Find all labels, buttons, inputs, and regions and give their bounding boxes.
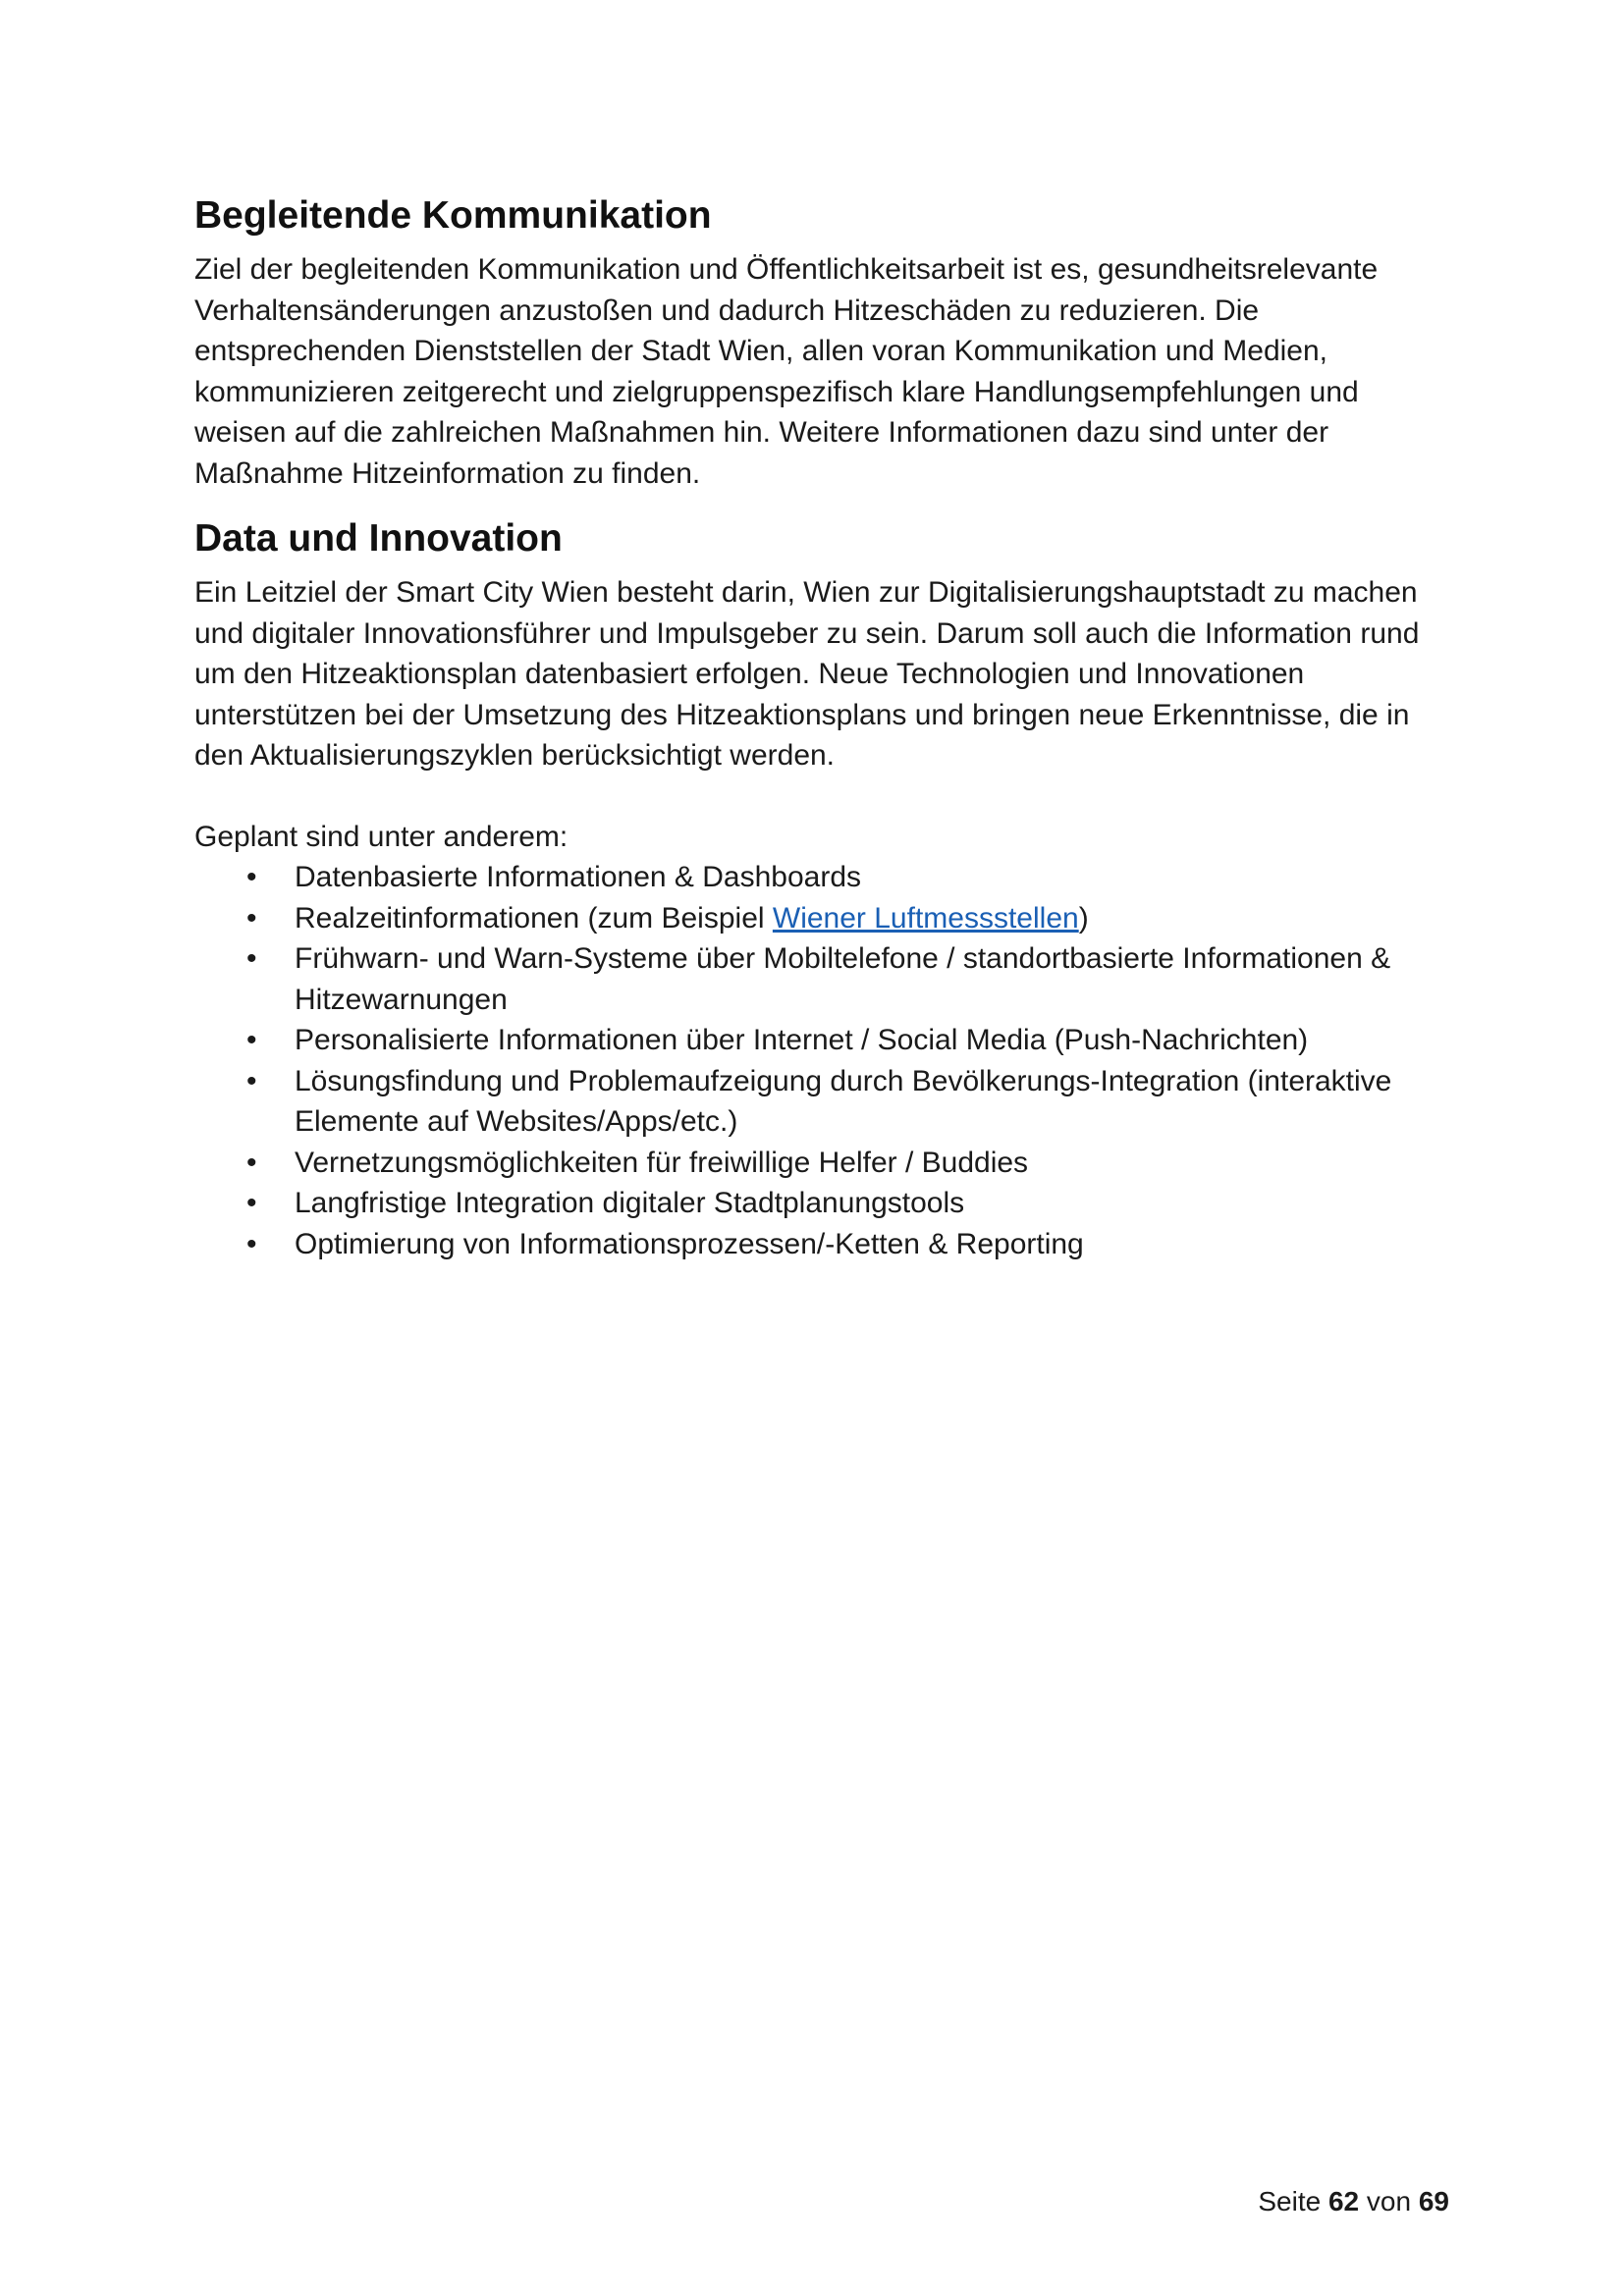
list-item bbox=[194, 938, 1451, 1020]
list-item bbox=[194, 1020, 1451, 1061]
bullet-marker: • bbox=[246, 1064, 257, 1097]
footer-seite-label: Seite bbox=[1258, 2186, 1322, 2216]
wiener-luftmessstellen-link[interactable]: Wiener Luftmessstellen bbox=[772, 901, 1079, 934]
bullet-marker: • bbox=[246, 1146, 257, 1179]
bullet-marker: • bbox=[246, 1227, 257, 1260]
footer-total-pages: 69 bbox=[1418, 2186, 1449, 2216]
list-item bbox=[194, 1143, 1451, 1184]
list-item bbox=[194, 1061, 1451, 1143]
page-number-footer bbox=[1258, 2184, 1449, 2219]
bullet-marker: • bbox=[246, 1024, 257, 1056]
section-body-begleitende-kommunikation: Ziel der begleitenden Kommunikation und Öffentlichkeitsarbeit ist es, gesundheitsrelevante Verhaltensänderungen anzustoßen und dadurch Hitzeschäden zu reduzieren. Die entsprechenden Dienststellen der Stadt Wien, allen voran Kommunikation und Medien, kommunizieren zeitgerecht und zielgruppenspezifisch klare Handlungsempfehlungen und weisen auf die zahlreichen Maßnahmen hin. Weitere Informationen dazu sind unter der Maßnahme Hitzeinformation zu finden. bbox=[194, 253, 1379, 490]
list-item bbox=[194, 1183, 1451, 1224]
bullet-list bbox=[194, 857, 1451, 1264]
section-heading-begleitende-kommunikation: Begleitende Kommunikation bbox=[194, 194, 712, 237]
bullet-marker: • bbox=[246, 901, 257, 934]
list-item-text: Personalisierte Informationen über Internet / Social Media (Push-Nachrichten) bbox=[295, 1024, 1309, 1056]
list-item-text: Lösungsfindung und Problemaufzeigung durch Bevölkerungs-Integration (interaktive Elemente auf Websites/Apps/etc.) bbox=[295, 1064, 1392, 1138]
list-item-text: Realzeitinformationen (zum Beispiel bbox=[295, 901, 773, 934]
document-page bbox=[194, 192, 1451, 1264]
footer-current-page: 62 bbox=[1327, 2186, 1360, 2216]
bullet-marker: • bbox=[246, 1187, 257, 1219]
section-heading-data-und-innovation: Data und Innovation bbox=[194, 517, 563, 560]
list-item-text: Optimierung von Informationsprozessen/-Ketten & Reporting bbox=[295, 1227, 1084, 1260]
list-item bbox=[194, 898, 1451, 939]
list-item-text: Datenbasierte Informationen & Dashboards bbox=[295, 861, 862, 893]
list-item-text: Langfristige Integration digitaler Stadtplanungstools bbox=[295, 1187, 965, 1219]
bullet-marker: • bbox=[246, 942, 257, 975]
list-item-text: Frühwarn- und Warn-Systeme über Mobiltelefone / standortbasierte Informationen & Hitzewarnungen bbox=[295, 942, 1391, 1016]
list-item bbox=[194, 1224, 1451, 1265]
footer-von-label: von bbox=[1366, 2186, 1412, 2216]
list-item-text-suffix: ) bbox=[1078, 901, 1089, 934]
section-body-data-und-innovation: Ein Leitziel der Smart City Wien besteht darin, Wien zur Digitalisierungshauptstadt zu machen und digitaler Innovationsführer und Impulsgeber zu sein. Darum soll auch die Information rund um den Hitzeaktionsplan datenbasiert erfolgen. Neue Technologien und Innovationen unterstützen bei der Umsetzung des Hitzeaktionsplans und bringen neue Erkenntnisse, die in den Aktualisierungszyklen berücksichtigt werden. bbox=[194, 576, 1420, 772]
list-item bbox=[194, 857, 1451, 898]
bullet-marker: • bbox=[246, 861, 257, 893]
list-intro: Geplant sind unter anderem: bbox=[194, 820, 568, 853]
list-item-text: Vernetzungsmöglichkeiten für freiwillige Helfer / Buddies bbox=[295, 1146, 1029, 1179]
